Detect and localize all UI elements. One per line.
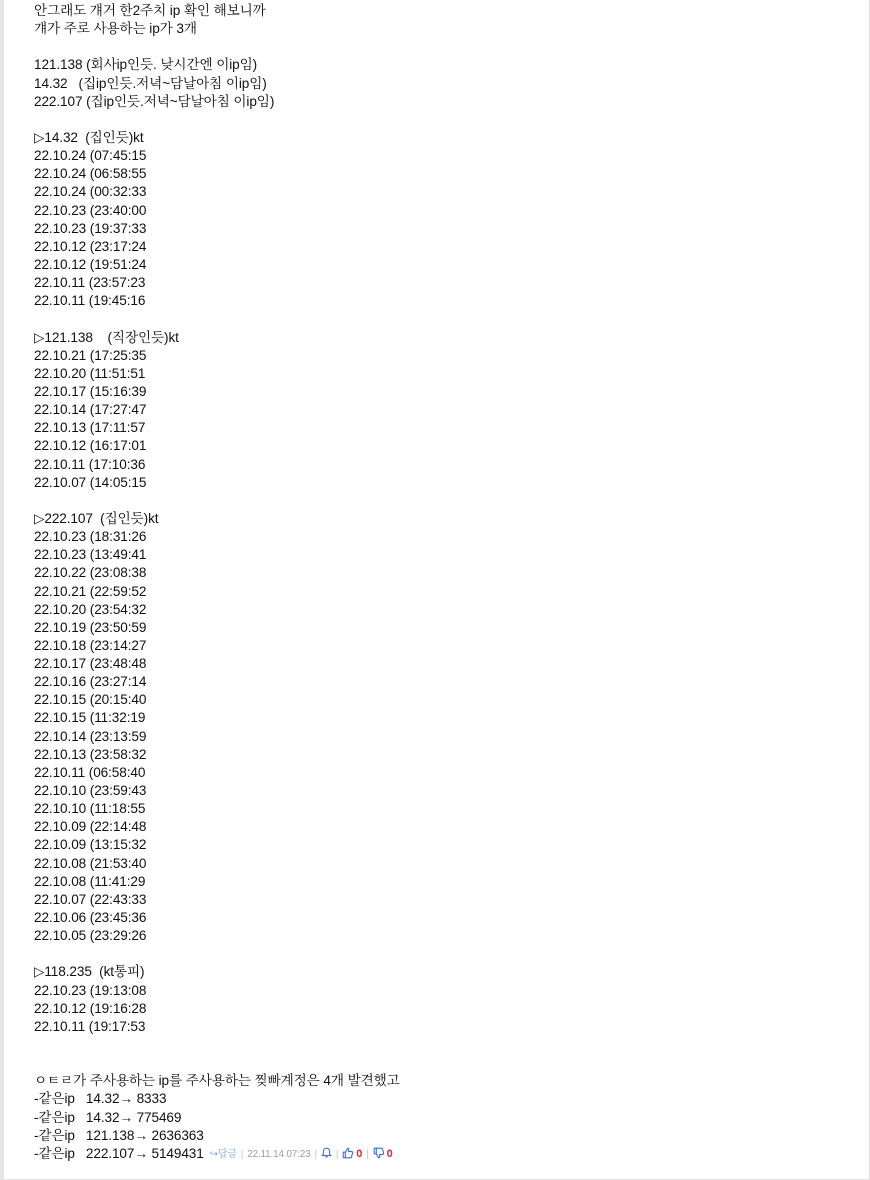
comment-text-line: 22.10.17 (23:48:48 [34, 656, 147, 672]
comment-text-line: 22.10.13 (17:11:57 [34, 420, 146, 436]
comment-text-line: ▷121.138 (직장인듯)kt [34, 329, 179, 345]
comment-text-line: 22.10.18 (23:14:27 [34, 637, 147, 653]
comment-text-line: 22.10.22 (23:08:38 [34, 565, 147, 581]
comment-text-line: 22.10.11 (23:57:23 [34, 275, 146, 291]
comment-text-line: 22.10.21 (17:25:35 [34, 347, 147, 363]
comment-text-line: -같은ip 121.138→ 2636363 [34, 1127, 204, 1143]
comment-text-line: 22.10.07 (14:05:15 [34, 474, 147, 490]
meta-separator: | [314, 1148, 317, 1160]
comment-text-line: 22.10.16 (23:27:14 [34, 674, 147, 690]
comment-text-line: 22.10.24 (07:45:15 [34, 148, 147, 164]
comment-text-line: 22.10.11 (06:58:40 [34, 764, 146, 780]
meta-separator: | [240, 1148, 244, 1160]
comment-text-line: -같은ip 14.32→ 8333 [34, 1091, 167, 1107]
comment-last-line [34, 1145, 854, 1163]
comment-text-line: 22.10.13 (23:58:32 [34, 746, 147, 762]
comment-text-line: 22.10.15 (11:32:19 [34, 710, 146, 726]
comment-text-line: 22.10.20 (23:54:32 [34, 601, 147, 617]
comment-text-line: 14.32 (집ip인듯.저녁~담날아침 이ip임) [34, 75, 267, 91]
comment-text-line: 안그래도 걔거 한2주치 ip 확인 해보니까 [34, 3, 266, 18]
comment-text-line [34, 1054, 854, 1072]
comment-text-line: 22.10.05 (23:29:26 [34, 928, 147, 944]
downvote-count: 0 [386, 1147, 393, 1160]
comment-timestamp: 22.11.14 07:23 [247, 1148, 311, 1160]
comment-text-line: 22.10.10 (11:18:55 [34, 801, 146, 817]
comment-body [34, 2, 854, 1163]
reply-indent-rail [0, 0, 4, 1180]
comment-text-line [34, 38, 854, 56]
comment-text-line: 121.138 (회사ip인듯. 낮시간엔 이ip임) [34, 57, 258, 73]
comment-text-line: 22.10.12 (19:16:28 [34, 1000, 147, 1016]
comment-text-line: 22.10.06 (23:45:36 [34, 910, 147, 926]
comment-text-line: ▷118.235 (kt통피) [34, 964, 145, 980]
thumbs-up-icon[interactable] [342, 1147, 354, 1166]
comment-text-line: 22.10.19 (23:50:59 [34, 619, 147, 635]
comment-text-line: 22.10.17 (15:16:39 [34, 383, 147, 399]
comment-meta [210, 1145, 393, 1166]
comment-text-line: -같은ip 14.32→ 775469 [34, 1109, 182, 1125]
comment-text-line: 22.10.12 (19:51:24 [34, 256, 147, 272]
comment-text-line: 22.10.11 (17:10:36 [34, 456, 146, 472]
comment-text-line: 22.10.12 (16:17:01 [34, 438, 147, 454]
comment-text-line: ▷14.32 (집인듯)kt [34, 129, 144, 145]
comment-text-line: ㅇㅌㄹ가 주사용하는 ip를 주사용하는 찢빠계정은 4개 발견했고 [34, 1073, 400, 1089]
meta-separator: | [335, 1148, 339, 1160]
comment-text-line [34, 945, 854, 963]
comment-text-line: 22.10.20 (11:51:51 [34, 365, 146, 381]
comment-text-line: 22.10.23 (23:40:00 [34, 202, 147, 218]
comment-text-line: 22.10.11 (19:45:16 [34, 293, 146, 309]
comment-text-line: 22.10.21 (22:59:52 [34, 583, 147, 599]
comment-text-line: 걔가 주로 사용하는 ip가 3개 [34, 21, 197, 37]
comment-text-line: 22.10.11 (19:17:53 [34, 1018, 146, 1034]
comment-text-line: 22.10.12 (23:17:24 [34, 238, 147, 254]
comment-text-line: 22.10.08 (11:41:29 [34, 873, 146, 889]
comment-text-line: 22.10.24 (00:32:33 [34, 184, 147, 200]
comment-text-line: 22.10.07 (22:43:33 [34, 891, 147, 907]
comment-text-line: 22.10.14 (17:27:47 [34, 402, 147, 418]
comment-text-line: 22.10.15 (20:15:40 [34, 692, 147, 708]
comment-text-line: 22.10.10 (23:59:43 [34, 783, 147, 799]
comment-text-line: 222.107 (집ip인듯.저녁~담날아침 이ip임) [34, 93, 275, 109]
reply-button[interactable]: ↪답글 [209, 1148, 237, 1160]
upvote-count: 0 [356, 1147, 363, 1160]
meta-separator: | [366, 1148, 369, 1160]
thumbs-down-icon[interactable] [373, 1147, 385, 1166]
comment-text-line [34, 310, 854, 328]
comment-text-line [34, 1036, 854, 1054]
comment-text-line: ▷222.107 (집인듯)kt [34, 510, 159, 526]
comment-text-line [34, 492, 854, 510]
comment-text-line: 22.10.14 (23:13:59 [34, 728, 147, 744]
comment-text-lines [34, 2, 854, 1145]
comment-text-line: 22.10.24 (06:58:55 [34, 166, 147, 182]
comment-text-line: 22.10.23 (19:13:08 [34, 982, 147, 998]
comment-text-line [34, 111, 854, 129]
comment-text-line: 22.10.23 (19:37:33 [34, 220, 147, 236]
comment-last-line-text: -같은ip 222.107→ 5149431 [34, 1145, 204, 1161]
comment-text-line: 22.10.08 (21:53:40 [34, 855, 147, 871]
comment-text-line: 22.10.23 (18:31:26 [34, 529, 147, 545]
comment-text-line: 22.10.09 (13:15:32 [34, 837, 147, 853]
bell-icon[interactable] [321, 1147, 332, 1166]
comment-text-line: 22.10.09 (22:14:48 [34, 819, 147, 835]
comment-text-line: 22.10.23 (13:49:41 [34, 547, 147, 563]
